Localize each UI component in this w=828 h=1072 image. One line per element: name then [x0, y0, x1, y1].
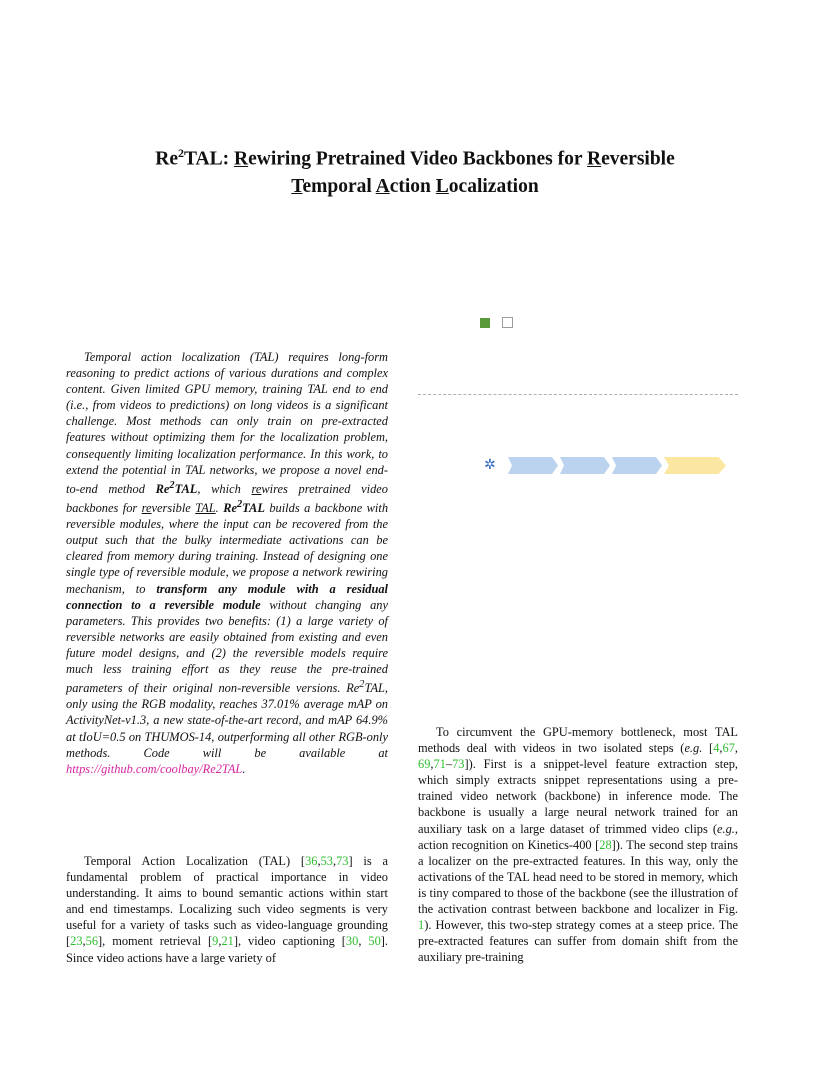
stage-1: [508, 457, 558, 474]
figure-1: [418, 312, 738, 482]
gear-icon: ✲: [484, 458, 496, 473]
paper-title: Re$^2$TAL: Rewiring Pretrained Video Backbones for Reversible Temporal Action Localization: [155, 146, 675, 197]
arxiv-stamp: [22, 280, 58, 700]
not-cached-swatch: [502, 317, 513, 328]
cached-swatch: [480, 318, 490, 328]
stage-2: [560, 457, 610, 474]
figure-separator: [418, 394, 738, 395]
code-link[interactable]: https://github.com/coolbay/Re2TAL: [66, 761, 243, 776]
localizer-stage: [664, 457, 726, 474]
stage-3: [612, 457, 662, 474]
intro-paragraph-2: To circumvent the GPU-memory bottleneck, most TAL methods deal with videos in two isolated steps (e.g. [4,67, 69,71–73]). First is a snippet-level feature extraction step, which simply extracts snippet representations using a pre-trained video network (backbone) in inference mode. The backbone is usually a large neural network trained for an auxiliary task on a large dataset of trimmed video clips (e.g., action recognition on Kinetics-400 [28]). The second step trains a localizer on the pre-extracted features. In this way, only the activations of the TAL head need to be stored in memory, which is tiny compared to those of the backbone (see the illustration of the activation contrast between backbone and localizer in Fig. 1). However, this two-step strategy comes at a steep price. The pre-extracted features can suffer from domain shift from the auxiliary pre-training: [418, 725, 738, 965]
abstract-text: Temporal action localization (TAL) requires long-form reasoning to predict actions of various durations and complex content. Given limited GPU memory, training TAL end to end (i.e., from videos to predictions) on long videos is a significant challenge. Most methods can only train on pre-extracted features without optimizing them for the localization problem, consequently limiting localization performance. In this work, to extend the potential in TAL networks, we propose a novel end-to-end method Re$^2$TAL, which rewires pretrained video backbones for reversible TAL. Re$^2$TAL builds a backbone with reversible modules, where the input can be recovered from the output such that the bulky intermediate activations can be cleared from memory during training. Instead of designing one single type of reversible module, we propose a network rewiring mechanism, to transform any module with a residual connection to a reversible module without changing any parameters. This provides two benefits: (1) a large variety of reversible networks are easily obtained from existing and even future model designs, and (2) the reversible models require much less training effort as they reuse the pre-trained parameters of their original non-reversible versions. Re$^2$TAL, only using the RGB modality, reaches 37.01% average mAP on ActivityNet-v1.3, a new state-of-the-art record, and mAP 64.9% at tIoU=0.5 on THUMOS-14, outperforming all other RGB-only methods. Code will be available at https://github.com/coolbay/Re2TAL.: [66, 350, 389, 776]
figure-legend: [480, 317, 516, 330]
email-line: [90, 261, 740, 274]
intro-paragraph: Temporal Action Localization (TAL) [36,53,73] is a fundamental problem of practical importance in video understanding. It aims to bound semantic actions within start and end timestamps. Localizing such video segments is very useful for a variety of tasks such as video-language grounding [23,56], moment retrieval [9,21], video captioning [30, 50]. Since video actions have a large variety of: [66, 854, 389, 965]
